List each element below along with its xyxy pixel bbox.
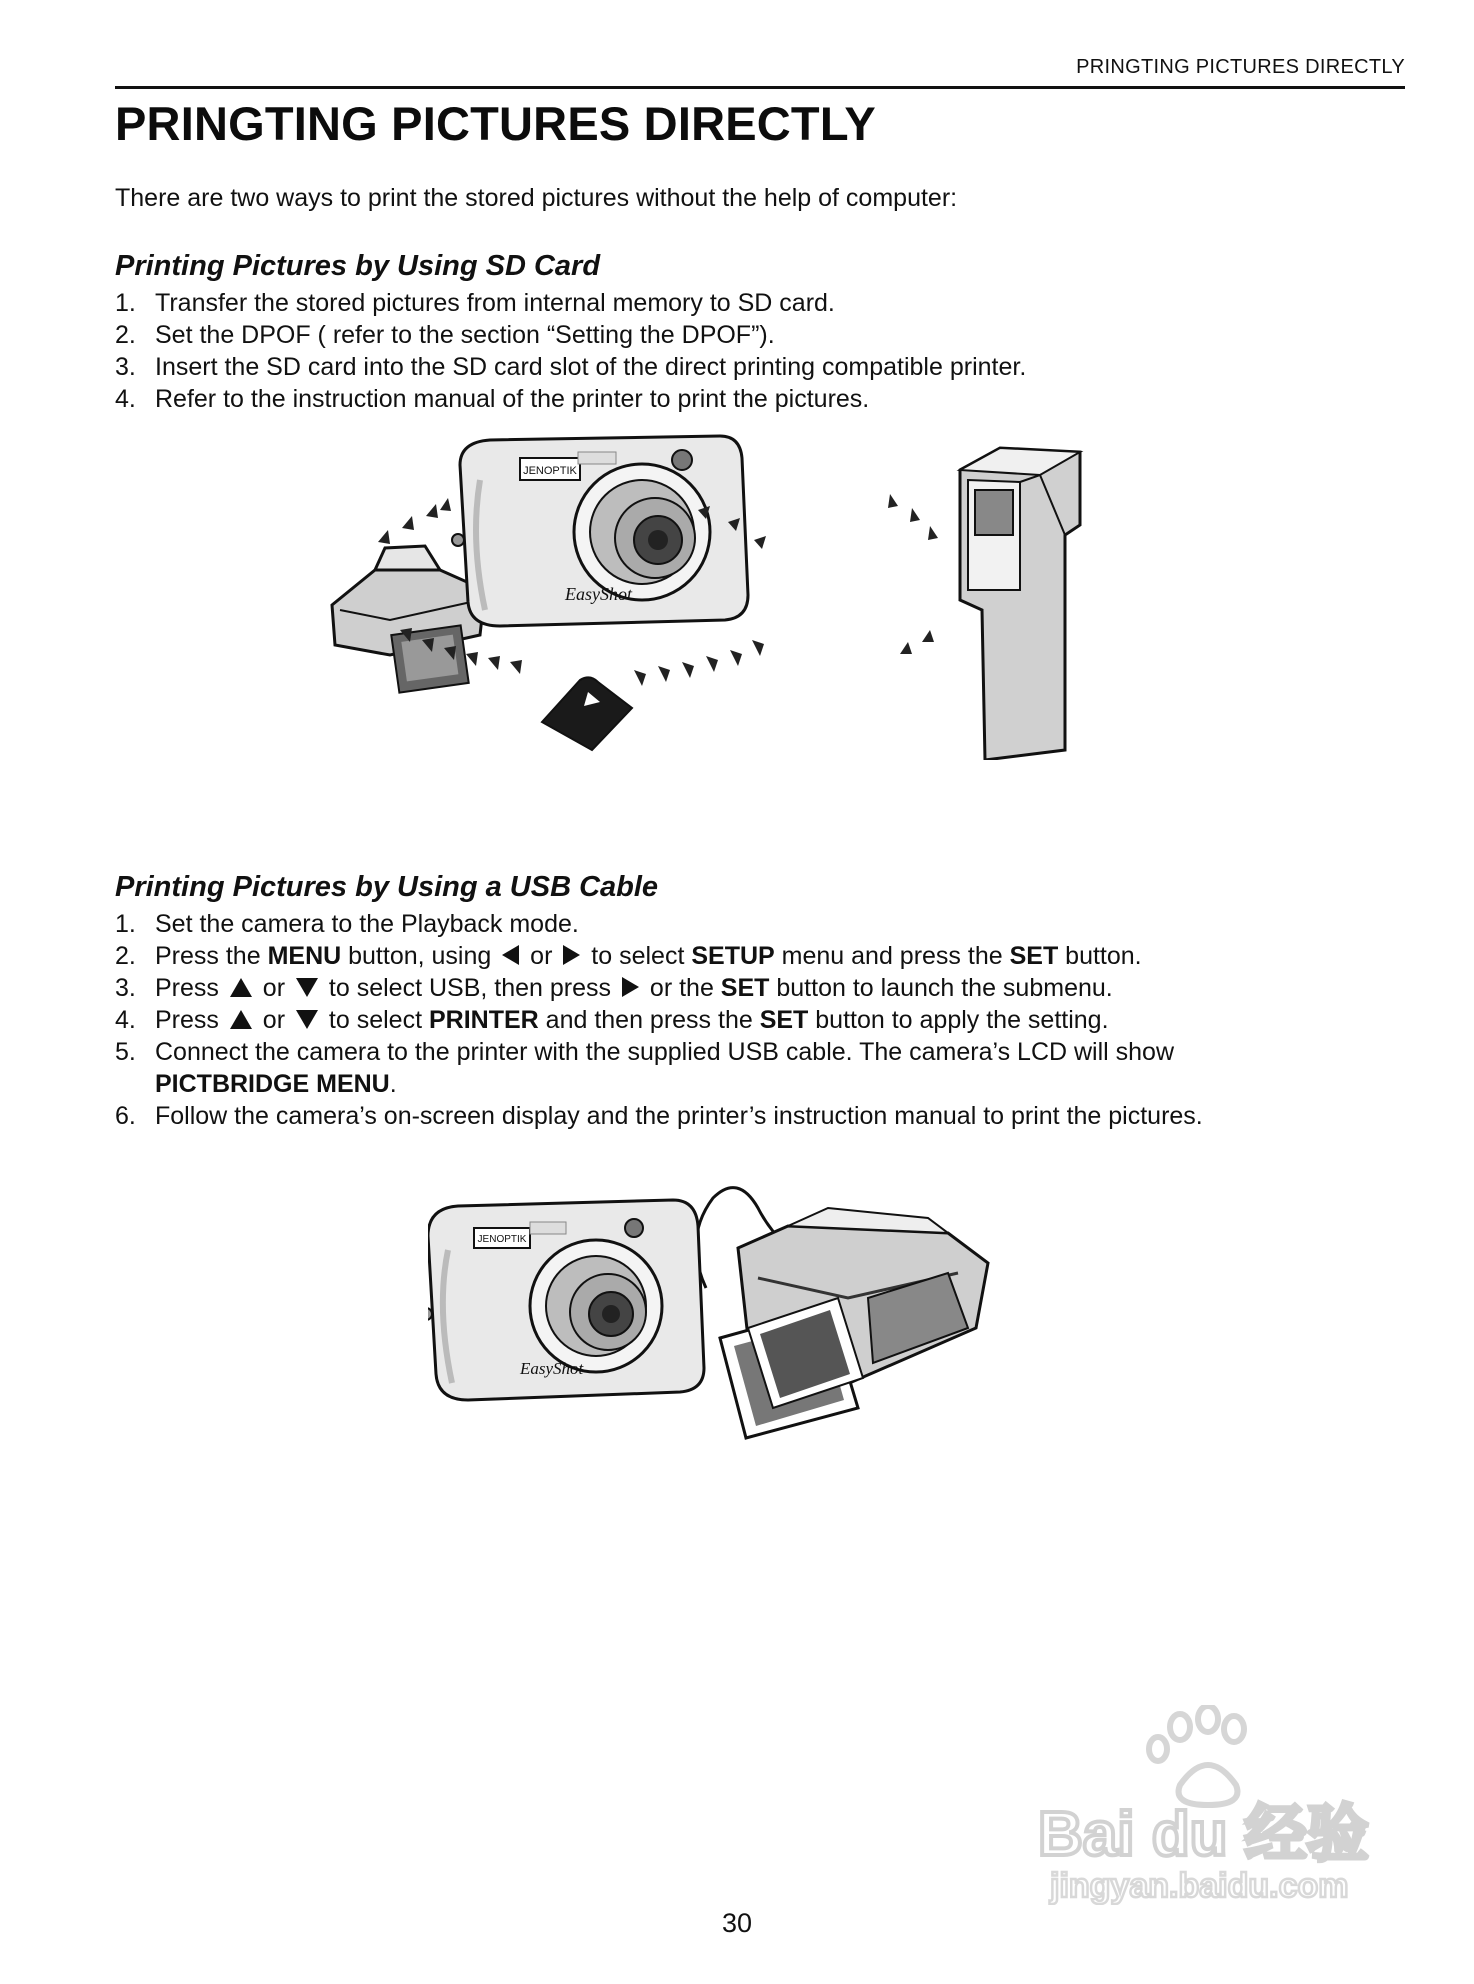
watermark-url: jingyan.baidu.com (1050, 1867, 1349, 1905)
photo-kiosk-icon (960, 448, 1080, 760)
page-number: 30 (721, 1908, 753, 1938)
sd-section-heading: Printing Pictures by Using SD Card (115, 250, 601, 282)
list-item: 2. Set the DPOF ( refer to the section “Setting the DPOF”). (115, 321, 775, 349)
camera-model-logo: EasyShot (520, 1359, 584, 1378)
down-arrow-icon (296, 1010, 318, 1029)
usb-printing-illustration (428, 1178, 1008, 1508)
baidu-watermark (1030, 1705, 1410, 1905)
paw-icon (1149, 1706, 1244, 1805)
camera-model-logo: EasyShot (565, 584, 632, 604)
usb-section-heading: Printing Pictures by Using a USB Cable (115, 871, 659, 903)
camera-icon (452, 436, 748, 626)
left-arrow-icon (502, 945, 519, 965)
list-item: 1. Set the camera to the Playback mode. (115, 910, 579, 938)
running-header: PRINGTING PICTURES DIRECTLY (1076, 56, 1405, 78)
intro-text: There are two ways to print the stored pictures without the help of computer: (115, 184, 958, 212)
list-item: 1. Transfer the stored pictures from internal memory to SD card. (115, 289, 835, 317)
list-item: 4. Refer to the instruction manual of the printer to print the pictures. (115, 385, 870, 413)
header-rule (115, 86, 1405, 89)
watermark-brand: Bai du 经验 (1038, 1800, 1369, 1869)
list-item: 4. Press or to select PRINTER and then press the SET button to apply the setting. (115, 1006, 1109, 1034)
page-title: PRINGTING PICTURES DIRECTLY (115, 97, 876, 150)
usb-steps-list (115, 908, 1203, 1132)
list-item: 3. Insert the SD card into the SD card slot of the direct printing compatible printer. (115, 353, 1027, 381)
camera-brand: JENOPTIK (523, 465, 577, 477)
printer-icon (332, 546, 485, 693)
camera-icon (428, 1200, 704, 1400)
right-arrow-icon (622, 977, 639, 997)
sd-card-printing-illustration (320, 430, 1100, 760)
up-arrow-icon (230, 978, 252, 997)
sd-steps-list (115, 287, 1026, 415)
printed-photos (720, 1298, 863, 1438)
sd-card-icon (542, 677, 632, 750)
list-item: 3. Press or to select USB, then press or the SET button to launch the submenu. (115, 974, 1113, 1002)
list-item: 5. Connect the camera to the printer with the supplied USB cable. The camera’s LCD will show PICTBRIDGE MENU. (115, 1038, 1175, 1098)
down-arrow-icon (296, 978, 318, 997)
list-item: 6. Follow the camera’s on-screen display and the printer’s instruction manual to print the pictures. (115, 1102, 1203, 1130)
list-item: 2. Press the MENU button, using or to select SETUP menu and press the SET button. (115, 942, 1142, 970)
right-arrow-icon (563, 945, 580, 965)
camera-brand: JENOPTIK (477, 1234, 527, 1245)
up-arrow-icon (230, 1010, 252, 1029)
